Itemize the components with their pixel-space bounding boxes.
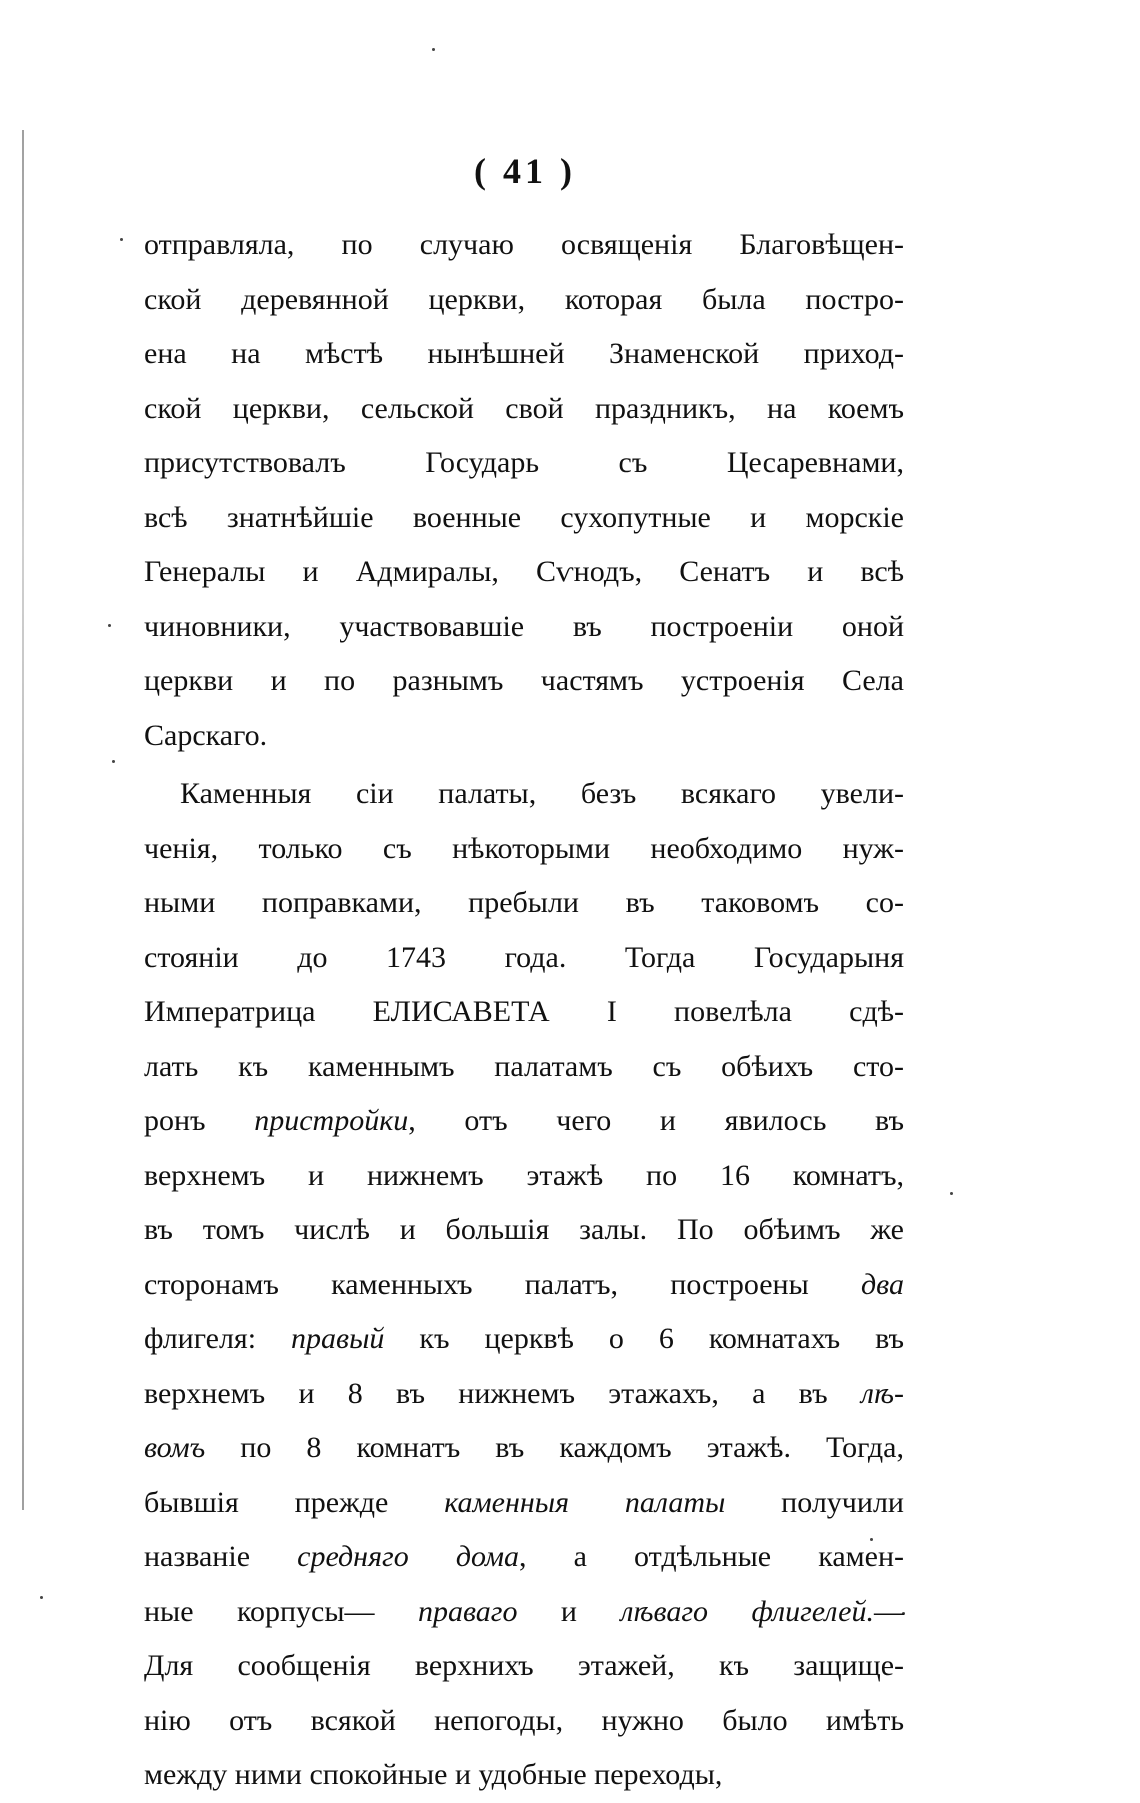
text-segment: Для сообщенія верхнихъ этажей, къ защище- — [144, 1649, 904, 1682]
text-line — [144, 545, 904, 600]
text-segment: названіе — [144, 1540, 298, 1573]
text-segment: нію отъ всякой непогоды, нужно было имѣть — [144, 1703, 904, 1737]
text-segment: верхнемъ и нижнемъ этажѣ по 16 комнатъ, — [144, 1158, 904, 1192]
text-segment: Сарскаго. — [144, 718, 268, 752]
scan-speck — [950, 1192, 953, 1195]
text-segment: флигеля: — [144, 1322, 292, 1355]
text-line — [144, 1530, 904, 1585]
text-line — [144, 1476, 904, 1531]
text-line — [144, 273, 904, 328]
text-segment: ные корпусы— — [144, 1594, 418, 1628]
text-line — [144, 1203, 904, 1258]
text-segment: ченія, только съ нѣкоторыми необходимо нуж- — [144, 831, 904, 865]
italic-text: пристройки — [254, 1104, 409, 1137]
text-segment: ными поправками, пребыли въ таковомъ со- — [144, 886, 904, 919]
text-segment: стояніи до 1743 года. Тогда Государыня — [144, 940, 904, 974]
italic-text: вомъ — [144, 1431, 206, 1464]
text-segment: Императрица ЕЛИСАВЕТА I повелѣла сдѣ- — [144, 995, 904, 1028]
text-segment: присутствовалъ Государь съ Цесаревнами, — [144, 446, 904, 479]
text-line — [144, 436, 904, 491]
text-segment: всѣ знатнѣйшіе военные сухопутные и морскіе — [144, 500, 904, 534]
italic-text: средняго дома — [297, 1540, 520, 1573]
italic-text: два — [861, 1267, 904, 1301]
italic-text: правый — [291, 1322, 385, 1355]
text-segment: бывшія прежде — [144, 1485, 445, 1519]
text-segment: церкви и по разнымъ частямъ устроенія Села — [144, 664, 904, 697]
text-segment: между ними спокойные и удобные переходы, — [144, 1758, 723, 1791]
text-line — [144, 1367, 904, 1422]
text-line — [144, 491, 904, 546]
text-segment: , а отдѣльные камен- — [519, 1540, 904, 1573]
text-line — [144, 1312, 904, 1367]
text-line — [144, 985, 904, 1040]
text-line — [144, 1040, 904, 1095]
text-segment: Генералы и Адмиралы, Сѵнодъ, Сенатъ и всѣ — [144, 555, 904, 588]
text-line — [144, 767, 904, 822]
text-segment: въ томъ числѣ и большія залы. По обѣимъ же — [144, 1213, 904, 1246]
text-segment: ена на мѣстѣ нынѣшней Знаменской приход- — [144, 337, 904, 370]
text-line — [144, 218, 904, 273]
text-line — [144, 1094, 904, 1149]
text-segment: по 8 комнатъ въ каждомъ этажѣ. Тогда, — [205, 1431, 904, 1464]
text-line — [144, 1748, 904, 1803]
text-line — [144, 1694, 904, 1749]
italic-text: праваго — [417, 1594, 518, 1628]
text-segment: — — [874, 1594, 904, 1628]
text-segment: ской церкви, сельской свой праздникъ, на коемъ — [144, 391, 904, 425]
text-line — [144, 931, 904, 986]
scan-speck — [108, 624, 111, 627]
scan-speck — [112, 760, 115, 763]
scan-speck — [432, 48, 435, 51]
text-line — [144, 1149, 904, 1204]
text-segment: отправляла, по случаю освященія Благовѣщен- — [144, 228, 904, 261]
text-line — [144, 876, 904, 931]
text-line — [144, 709, 904, 764]
text-segment: ской деревянной церкви, которая была постро- — [144, 282, 904, 316]
scan-speck — [40, 1596, 43, 1599]
text-line — [144, 327, 904, 382]
text-segment: , отъ чего и явилось въ — [408, 1104, 904, 1137]
text-segment: и — [517, 1594, 621, 1628]
text-line — [144, 382, 904, 437]
text-segment: верхнемъ и 8 въ нижнемъ этажахъ, а въ — [144, 1376, 861, 1410]
scan-edge-shadow — [22, 130, 24, 1510]
page-number: ( 41 ) — [474, 151, 576, 191]
scan-speck — [120, 238, 123, 241]
text-line — [144, 1585, 904, 1640]
text-line — [144, 600, 904, 655]
italic-text: каменныя палаты — [444, 1485, 726, 1519]
text-line — [144, 1639, 904, 1694]
body-text — [144, 218, 904, 1803]
text-segment: чиновники, участвовавшіе въ построеніи оной — [144, 609, 904, 643]
text-segment: Каменныя сіи палаты, безъ всякаго увели- — [180, 777, 904, 810]
text-line — [144, 654, 904, 709]
text-line — [144, 1258, 904, 1313]
text-line — [144, 822, 904, 877]
text-segment: сторонамъ каменныхъ палатъ, построены — [144, 1267, 861, 1301]
text-segment: лать къ каменнымъ палатамъ съ обѣихъ сто- — [144, 1049, 904, 1083]
italic-text: лѣ- — [860, 1376, 904, 1410]
text-segment: получили — [725, 1485, 904, 1519]
text-segment: ронъ — [144, 1104, 255, 1137]
italic-text: лѣваго флигелей. — [620, 1594, 874, 1628]
text-segment: къ церквѣ о 6 комнатахъ въ — [384, 1322, 905, 1355]
text-line — [144, 1421, 904, 1476]
